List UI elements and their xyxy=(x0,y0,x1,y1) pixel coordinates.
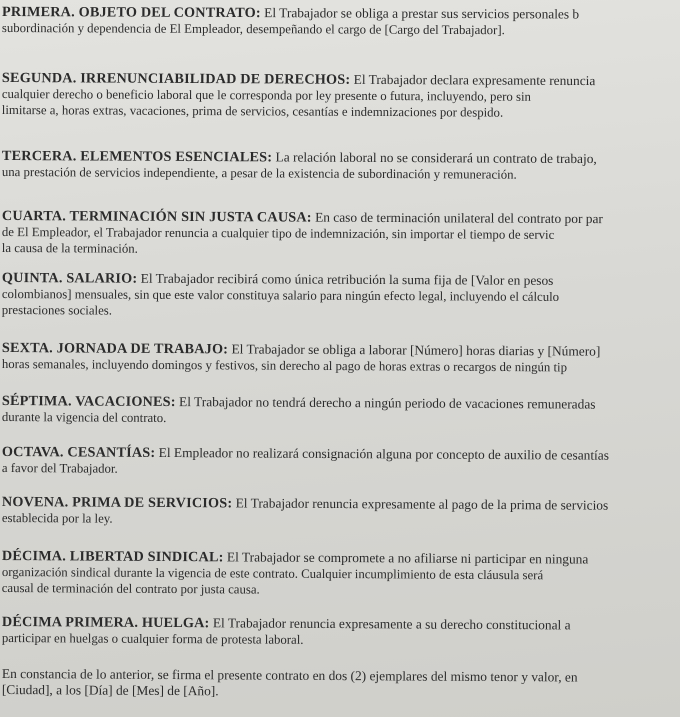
clause-primera-text-2: subordinación y dependencia de El Empleador, desempeñando el cargo de [Cargo del Trabajador]. xyxy=(1,20,505,38)
clause-septima-text-2: durante la vigencia del contrato. xyxy=(1,409,167,426)
clause-tercera-text-1: La relación laboral no se considerará un contrato de trabajo, xyxy=(272,149,597,167)
clause-decima-primera-heading: DÉCIMA PRIMERA. HUELGA: xyxy=(1,614,210,632)
clause-novena-heading: NOVENA. PRIMA DE SERVICIOS: xyxy=(1,494,233,512)
clause-tercera xyxy=(2,148,680,184)
clause-tercera-text-2: una prestación de servicios independiente, a pesar de la existencia de subordinación y remuneración. xyxy=(1,164,517,182)
clause-novena xyxy=(2,494,680,530)
clause-septima xyxy=(2,393,680,429)
clause-segunda-heading: SEGUNDA. IRRENUNCIABILIDAD DE DERECHOS: xyxy=(1,70,351,88)
clause-novena-text-2: establecida por la ley. xyxy=(1,510,113,526)
clause-quinta-heading: QUINTA. SALARIO: xyxy=(1,270,138,287)
clause-cuarta-text-3: la causa de la terminación. xyxy=(1,240,138,256)
clause-novena-text-1: El Trabajador renuncia expresamente al pago de la prima de servicios xyxy=(232,495,609,513)
closing-line-2: [Ciudad], a los [Día] de [Mes] de [Año]. xyxy=(1,681,219,699)
clause-cuarta-text-1: En caso de terminación unilateral del contrato por par xyxy=(311,209,603,227)
clause-decima-text-2: organización sindical durante la vigencia de este contrato. Cualquier incumplimiento de esta cláusula será xyxy=(1,564,544,583)
clause-quinta-text-2: colombianos] mensuales, sin que este valor constituya salario para ningún efecto legal, incluyendo el cálculo xyxy=(1,286,560,304)
clause-decima-text-3: causal de terminación del contrato por justa causa. xyxy=(1,580,260,597)
clause-octava xyxy=(2,444,680,480)
clause-segunda-text-2: cualquier derecho o beneficio laboral que le corresponda por ley presente o futura, incluyendo, pero sin xyxy=(1,86,531,104)
clause-primera xyxy=(2,4,680,39)
clause-sexta-text-2: horas semanales, incluyendo domingos y festivos, sin derecho al pago de horas extras o recargos de ningún tip xyxy=(1,356,568,375)
clause-quinta xyxy=(2,270,680,322)
clause-decima-text-1: El Trabajador se compromete a no afiliarse ni participar en ninguna xyxy=(223,549,589,567)
clause-decima-primera-text-2: participar en huelgas o cualquier forma de protesta laboral. xyxy=(1,630,304,647)
clause-segunda-text-1: El Trabajador declara expresamente renuncia xyxy=(350,71,596,89)
clause-primera-text-1: El Trabajador se obliga a prestar sus servicios personales b xyxy=(260,5,580,22)
clause-primera-heading: PRIMERA. OBJETO DEL CONTRATO: xyxy=(1,4,261,22)
clause-sexta xyxy=(2,340,680,376)
clause-decima-primera-text-1: El Trabajador renuncia expresamente a su derecho constitucional a xyxy=(209,615,571,633)
clause-cuarta-heading: CUARTA. TERMINACIÓN SIN JUSTA CAUSA: xyxy=(1,208,312,226)
clause-octava-text-1: El Empleador no realizará consignación alguna por concepto de auxilio de cesantías xyxy=(155,444,610,463)
closing-line-1: En constancia de lo anterior, se firma el presente contrato en dos (2) ejemplares del mismo tenor y valor, en xyxy=(1,666,578,685)
clause-decima-primera xyxy=(2,614,680,650)
clause-quinta-text-1: El Trabajador recibirá como única retribución la suma fija de [Valor en pesos xyxy=(137,270,554,288)
clause-segunda xyxy=(2,70,680,122)
clause-decima-heading: DÉCIMA. LIBERTAD SINDICAL: xyxy=(1,548,224,566)
clause-septima-heading: SÉPTIMA. VACACIONES: xyxy=(1,393,176,411)
clause-sexta-heading: SEXTA. JORNADA DE TRABAJO: xyxy=(1,340,229,358)
clause-octava-heading: OCTAVA. CESANTÍAS: xyxy=(1,444,156,461)
clause-cuarta-text-2: de El Empleador, el Trabajador renuncia a cualquier tipo de indemnización, sin importar el tiempo de servic xyxy=(1,224,555,242)
clause-quinta-text-3: prestaciones sociales. xyxy=(1,302,112,318)
closing-statement xyxy=(2,666,578,702)
clause-segunda-text-3: limitarse a, horas extras, vacaciones, prima de servicios, cesantías e indemnizaciones por despido. xyxy=(1,102,504,120)
clause-tercera-heading: TERCERA. ELEMENTOS ESENCIALES: xyxy=(1,148,273,166)
clause-septima-text-1: El Trabajador no tendrá derecho a ningún periodo de vacaciones remuneradas xyxy=(175,394,596,412)
clause-octava-text-2: a favor del Trabajador. xyxy=(1,460,118,476)
clause-cuarta xyxy=(2,208,680,260)
clause-sexta-text-1: El Trabajador se obliga a laborar [Número] horas diarias y [Número] xyxy=(228,341,601,359)
clause-decima xyxy=(2,548,680,600)
